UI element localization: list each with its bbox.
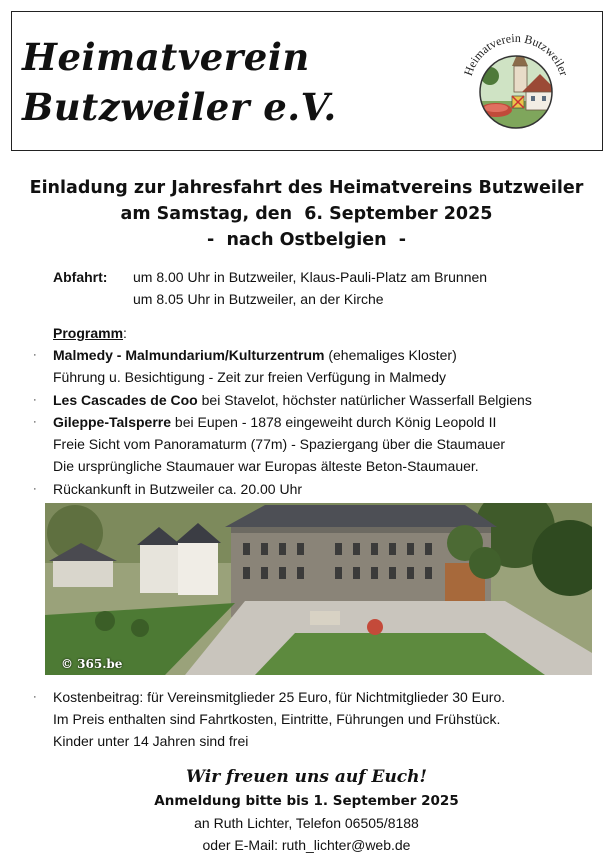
bullet-icon: ·	[33, 349, 37, 361]
program-item-return	[33, 478, 603, 500]
headline-line-2: am Samstag, den 6. September 2025	[120, 204, 493, 224]
program-item-coo	[33, 389, 603, 411]
header-box	[11, 11, 603, 151]
contact-phone: an Ruth Lichter, Telefon 06505/8188	[194, 815, 419, 831]
malmundarium-photo	[45, 503, 592, 675]
title-line-1: Heimatverein	[22, 35, 310, 79]
program-item-detail-line: Führung u. Besichtigung - Zeit zur freien Verfügung in Malmedy	[53, 369, 446, 386]
organization-title	[22, 32, 337, 132]
registration-deadline: Anmeldung bitte bis 1. September 2025	[154, 793, 459, 809]
departure-time-1: um 8.00 Uhr in Butzweiler, Klaus-Pauli-Platz am Brunnen	[133, 269, 488, 285]
title-line-2: Butzweiler e.V.	[22, 85, 337, 129]
headline-line-1: Einladung zur Jahresfahrt des Heimatvereins Butzweiler	[29, 178, 584, 198]
program-heading	[53, 322, 127, 344]
program-heading-colon: :	[123, 325, 127, 341]
program-item-detail-line: Die ursprüngliche Staumauer war Europas älteste Beton-Staumauer.	[53, 458, 479, 475]
bullet-icon: ·	[33, 691, 37, 703]
program-item-text: Rückankunft in Butzweiler ca. 20.00 Uhr	[53, 480, 303, 497]
photo-copyright: © 365.be	[61, 657, 123, 671]
cost-line-3: Kinder unter 14 Jahren sind frei	[53, 733, 249, 749]
slogan: Wir freuen uns auf Euch!	[186, 767, 427, 787]
program-item-malmedy	[33, 344, 603, 389]
program-item-detail: bei Stavelot, höchster natürlicher Wasserfall Belgiens	[197, 391, 532, 408]
program-item-detail-line: Freie Sicht vom Panoramaturm (77m) - Spaziergang über die Staumauer	[53, 436, 506, 453]
program-item-title: Malmedy - Malmundarium/Kulturzentrum	[53, 347, 325, 363]
cost-line-1: Kostenbeitrag: für Vereinsmitglieder 25 Euro, für Nichtmitglieder 30 Euro.	[53, 689, 506, 705]
footer	[0, 764, 613, 856]
program-item-title: Les Cascades de Coo	[53, 391, 198, 408]
program-list	[33, 344, 603, 500]
cost-line-2: Im Preis enthalten sind Fahrtkosten, Eintritte, Führungen und Frühstück.	[53, 711, 501, 727]
contact-email: oder E-Mail: ruth_lichter@web.de	[202, 837, 411, 853]
bullet-icon: ·	[33, 482, 37, 495]
program-item-detail: (ehemaliges Kloster)	[324, 347, 457, 363]
departure-label: Abfahrt:	[53, 269, 108, 285]
departure-times	[133, 266, 487, 310]
cost-section	[33, 686, 603, 752]
bullet-icon: ·	[33, 415, 37, 428]
logo-text: Heimatverein Butzweiler	[460, 30, 572, 78]
departure-time-2: um 8.05 Uhr in Butzweiler, an der Kirche	[133, 291, 384, 307]
program-item-title: Gileppe-Talsperre	[53, 413, 172, 430]
photo-illustration	[45, 503, 592, 675]
program-item-gileppe	[33, 411, 603, 478]
headline-line-3: - nach Ostbelgien -	[207, 230, 406, 250]
program-item-detail: bei Eupen - 1878 eingeweiht durch König Leopold II	[171, 413, 497, 430]
bullet-icon: ·	[33, 393, 37, 406]
program-heading-text: Programm	[53, 325, 124, 341]
club-logo	[456, 26, 576, 146]
invitation-headline	[0, 175, 613, 253]
